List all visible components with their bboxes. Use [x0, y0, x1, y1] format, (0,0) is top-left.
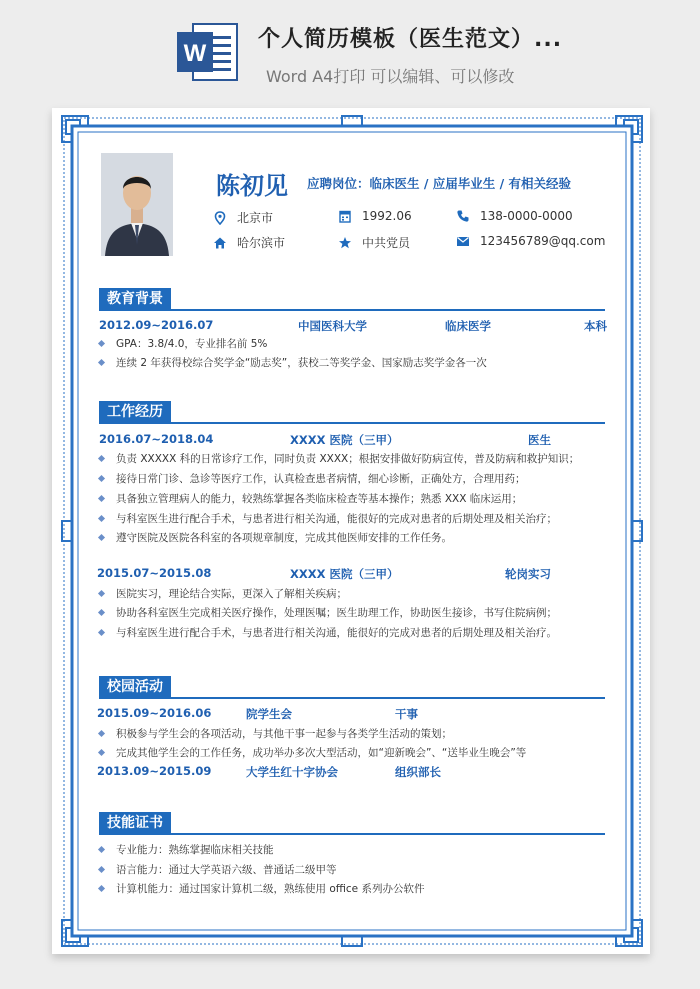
info-hometown	[213, 234, 285, 251]
info-phone	[456, 209, 573, 223]
phone-icon	[456, 209, 470, 223]
profile-photo	[101, 153, 173, 256]
list-item: 积极参与学生会的各项活动，与其他干事一起参与各类学生活动的策划；	[99, 726, 605, 741]
page-title: 个人简历模板（医生范文）...	[258, 27, 563, 52]
education-school: 中国医科大学	[298, 319, 367, 333]
bullet-icon	[98, 455, 105, 462]
job-date: 2016.07~2018.04	[99, 432, 214, 446]
info-birth	[338, 209, 412, 223]
bullet-icon	[98, 866, 105, 873]
calendar-icon	[338, 209, 352, 223]
activity-date: 2013.09~2015.09	[97, 764, 212, 778]
list-item: 专业能力：熟练掌握临床相关技能	[99, 842, 605, 857]
portrait-image	[101, 153, 173, 256]
list-item: 具备独立管理病人的能力，较熟练掌握各类临床检查等基本操作；熟悉 XXX 临床运用；	[99, 491, 605, 506]
list-item: 遵守医院及医院各科室的各项规章制度，完成其他医师安排的工作任务。	[99, 530, 605, 545]
list-item: GPA：3.8/4.0，专业排名前 5%	[99, 336, 605, 351]
bullet-icon	[98, 340, 105, 347]
email-value: 123456789@qq.com	[480, 234, 606, 248]
job-target: 应聘岗位：临床医生 / 应届毕业生 / 有相关经验	[307, 176, 572, 191]
list-item: 接待日常门诊、急诊等医疗工作，认真检查患者病情，细心诊断，正确处方，合理用药；	[99, 471, 605, 486]
section-divider	[99, 833, 605, 835]
job-org: XXXX 医院（三甲）	[290, 433, 399, 447]
phone-value: 138-0000-0000	[480, 209, 573, 223]
section-title-education: 教育背景	[99, 288, 171, 310]
svg-text:W: W	[183, 40, 207, 67]
list-item: 医院实习，理论结合实际，更深入了解相关疾病；	[99, 586, 605, 601]
bullet-icon	[98, 359, 105, 366]
bullet-icon	[98, 515, 105, 522]
bullet-icon	[98, 495, 105, 502]
list-item: 与科室医生进行配合手术，与患者进行相关沟通，能很好的完成对患者的后期处理及相关治疗；	[99, 511, 605, 526]
listing-header	[0, 0, 700, 105]
list-item: 语言能力：通过大学英语六级、普通话二级甲等	[99, 862, 605, 877]
info-politics	[338, 234, 410, 251]
bullet-icon	[98, 730, 105, 737]
activity-date: 2015.09~2016.06	[97, 706, 212, 720]
list-item: 连续 2 年获得校综合奖学金“励志奖”，获校二等奖学金、国家励志奖学金各一次	[99, 355, 605, 370]
education-degree: 本科	[584, 319, 607, 333]
word-icon	[175, 20, 239, 84]
job-role: 轮岗实习	[505, 567, 551, 581]
info-city	[213, 209, 273, 226]
mail-icon	[456, 234, 470, 248]
home-icon	[213, 236, 227, 250]
education-date: 2012.09~2016.07	[99, 318, 214, 332]
page-subtitle: Word A4打印 可以编辑、可以修改	[266, 67, 515, 86]
section-title-skills: 技能证书	[99, 812, 171, 834]
bullet-icon	[98, 846, 105, 853]
activity-org: 院学生会	[246, 707, 292, 721]
activity-org: 大学生红十字协会	[246, 765, 338, 779]
bullet-icon	[98, 629, 105, 636]
hometown-value: 哈尔滨市	[237, 236, 286, 250]
birth-value: 1992.06	[362, 209, 412, 223]
section-title-campus: 校园活动	[99, 676, 171, 698]
section-divider	[99, 309, 605, 311]
city-value: 北京市	[237, 211, 274, 225]
education-major: 临床医学	[445, 319, 491, 333]
flag-icon	[338, 236, 352, 250]
list-item: 与科室医生进行配合手术，与患者进行相关沟通，能很好的完成对患者的后期处理及相关治疗。	[99, 625, 605, 640]
section-divider	[99, 697, 605, 699]
job-date: 2015.07~2015.08	[97, 566, 212, 580]
list-item: 计算机能力：通过国家计算机二级，熟练使用 office 系列办公软件	[99, 881, 605, 896]
bullet-icon	[98, 609, 105, 616]
list-item: 负责 XXXXX 科的日常诊疗工作，同时负责 XXXX；根据安排做好防病宣传，普及防病和救护知识；	[99, 451, 605, 466]
location-icon	[213, 211, 227, 225]
bullet-icon	[98, 475, 105, 482]
job-org: XXXX 医院（三甲）	[290, 567, 399, 581]
list-item: 完成其他学生会的工作任务，成功举办多次大型活动，如“迎新晚会”、“送毕业生晚会”等	[99, 745, 605, 760]
activity-role: 组织部长	[395, 765, 441, 779]
section-divider	[99, 422, 605, 424]
section-title-work: 工作经历	[99, 401, 171, 423]
bullet-icon	[98, 534, 105, 541]
activity-role: 干事	[395, 707, 418, 721]
bullet-icon	[98, 749, 105, 756]
candidate-name: 陈初见	[216, 172, 288, 200]
list-item: 协助各科室医生完成相关医疗操作，处理医嘱；医生助理工作，协助医生接诊，书写住院病例；	[99, 605, 605, 620]
politics-value: 中共党员	[362, 236, 411, 250]
bullet-icon	[98, 590, 105, 597]
bullet-icon	[98, 885, 105, 892]
info-email	[456, 234, 605, 248]
job-role: 医生	[528, 433, 551, 447]
